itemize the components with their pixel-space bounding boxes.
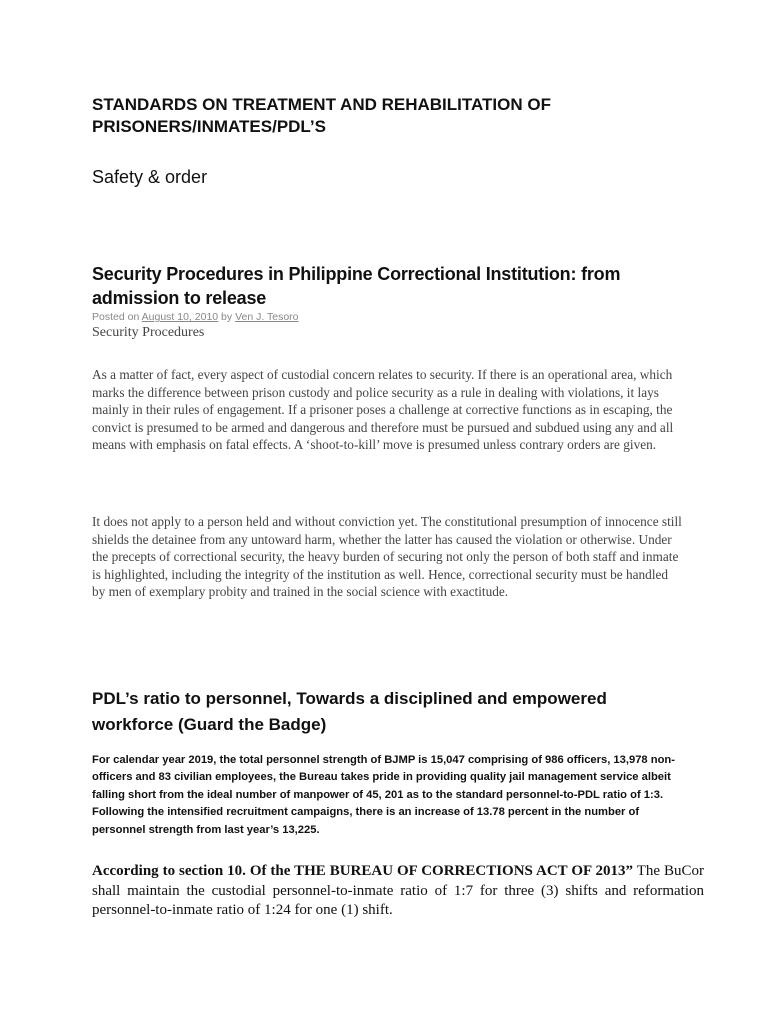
post-date-link[interactable]: August 10, 2010 <box>141 311 219 323</box>
ratio-paragraph: For calendar year 2019, the total personnel strength of BJMP is 15,047 comprising of 986 officers, 13,978 non-officers and 83 civilian employees, the Bureau takes pride in providing quality jail management service albeit falling short from the ideal number of manpower of 45, 201 as to the standard personnel-to-PDL ratio of 1:3. Following the intensified recruitment campaigns, there is an increase of 13.78 percent in the number of personnel strength from last year’s 13,225. <box>92 754 675 836</box>
post-meta <box>92 310 299 324</box>
body-paragraph: As a matter of fact, every aspect of custodial concern relates to security. If there is an operational area, which marks the difference between prison custody and police security as a rule in dealing with violations, it lays mainly in their rules of engagement. If a prisoner poses a challenge at corrective functions as in escaping, the convict is presumed to be armed and dangerous and therefore must be pursued and subdued using any and all means with emphasis on fatal effects. A ‘shoot-to-kill’ move is presumed unless contrary orders are given. <box>92 367 674 453</box>
section-label: Security Procedures <box>92 325 205 340</box>
ratio-heading: PDL’s ratio to personnel, Towards a disciplined and empowered workforce (Guard the Badge) <box>92 689 607 734</box>
section10-lead: According to section 10. Of the THE BUREAU OF CORRECTIONS ACT OF 2013” <box>92 863 634 879</box>
by-label: by <box>221 311 233 323</box>
page-subtitle: Safety & order <box>92 167 208 187</box>
author-link[interactable]: Ven J. Tesoro <box>235 311 299 323</box>
section10-body: The BuCor shall maintain the custodial personnel-to-inmate ratio of 1:7 for three (3) shifts and reformation personnel-to-inmate ratio of 1:24 for one (1) shift. <box>92 863 704 919</box>
section10-paragraph <box>92 862 704 921</box>
posted-on-label: Posted on <box>92 311 140 323</box>
body-paragraph: It does not apply to a person held and without conviction yet. The constitutional presumption of innocence still shields the detainee from any untoward harm, whether the latter has caused the violation or otherwise. Under the precepts of correctional security, the heavy burden of securing not only the person of both staff and inmate is highlighted, including the integrity of the institution as well. Hence, correctional security must be handled by men of exemplary probity and trained in the social science with exactitude. <box>92 514 682 600</box>
post-title: Security Procedures in Philippine Correctional Institution: from admission to release <box>92 264 621 308</box>
page-title: STANDARDS ON TREATMENT AND REHABILITATION OF PRISONERS/INMATES/PDL’S <box>92 95 551 136</box>
